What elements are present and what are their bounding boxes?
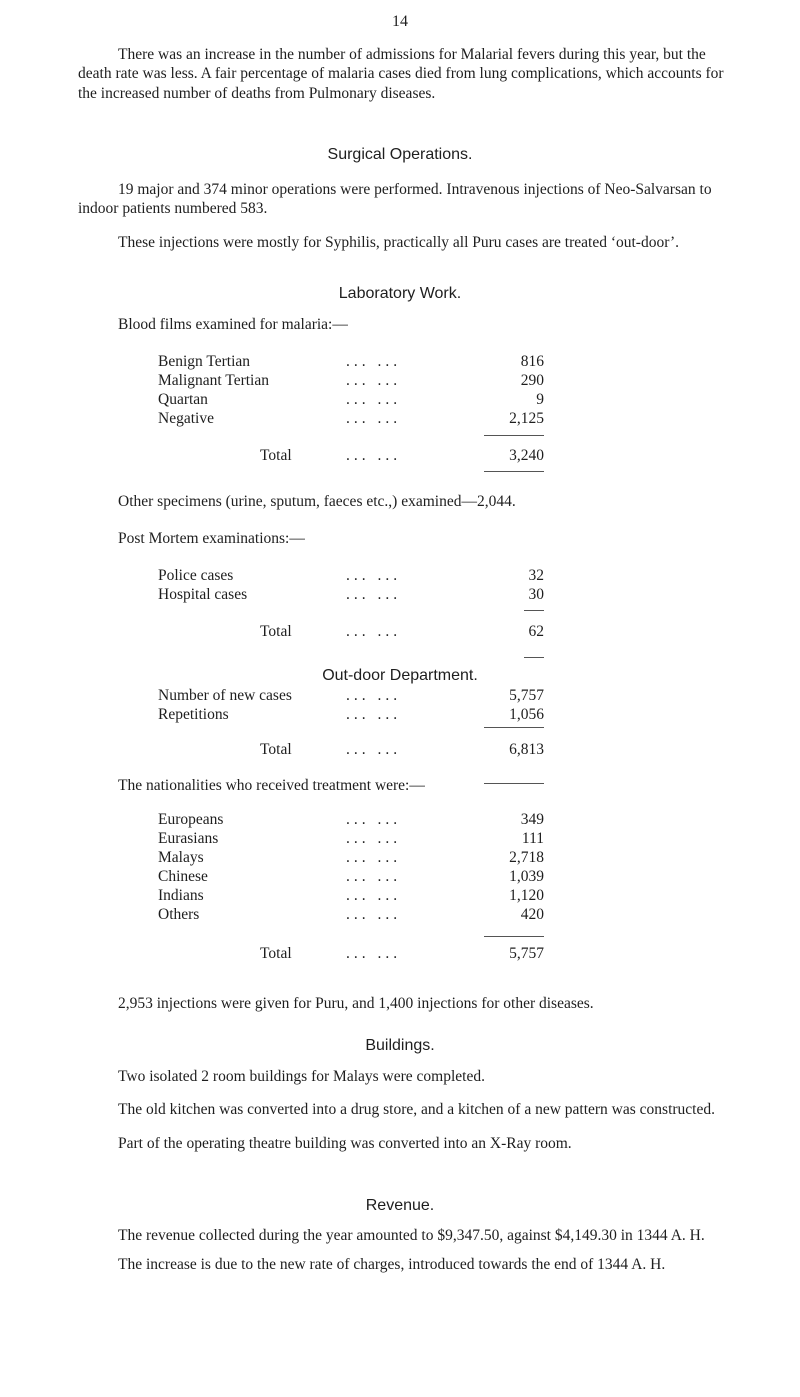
outdoor-total-row (158, 740, 544, 759)
row-label: Hospital cases (158, 586, 248, 603)
row-label: Others (158, 906, 200, 923)
row-leader: ... ... (346, 830, 402, 847)
row-leader: ... ... (346, 353, 402, 370)
row-label: Number of new cases (158, 687, 292, 704)
row-label: Eurasians (158, 830, 219, 847)
row-value: 816 (520, 353, 544, 370)
row-leader: ... ... (346, 567, 402, 584)
pm-total-rule (524, 610, 544, 611)
surgical-paragraph-1: 19 major and 374 minor operations were performed. Intravenous injections of Neo-Salvarsan to indoor patients numbered 583. (78, 181, 712, 218)
nationalities-intro: The nationalities who received treatment were:— (118, 777, 425, 794)
row-leader: ... ... (346, 849, 402, 866)
table-row (158, 905, 544, 924)
table-row (158, 566, 544, 585)
row-label: Indians (158, 887, 204, 904)
total-leader: ... ... (346, 741, 402, 758)
intro-paragraph (78, 45, 740, 103)
post-mortem-table (158, 566, 544, 604)
row-value: 2,125 (509, 410, 544, 427)
pm-total-underline (524, 657, 544, 658)
row-leader: ... ... (346, 410, 402, 427)
buildings-paragraph-3: Part of the operating theatre building was converted into an X-Ray room. (118, 1134, 572, 1152)
row-leader: ... ... (346, 687, 402, 704)
row-value: 9 (536, 391, 544, 408)
blood-total-underline (484, 471, 544, 472)
table-row (158, 705, 544, 724)
total-label: Total (260, 623, 292, 640)
nationalities-table (158, 810, 544, 924)
total-label: Total (260, 945, 292, 962)
row-leader: ... ... (346, 372, 402, 389)
outdoor-table (158, 686, 544, 724)
row-label: Chinese (158, 868, 208, 885)
revenue-heading: Revenue. (365, 1197, 435, 1214)
outdoor-total-underline (484, 783, 544, 784)
row-value: 111 (521, 830, 544, 847)
row-value: 420 (520, 906, 544, 923)
total-value: 3,240 (509, 447, 544, 464)
total-leader: ... ... (346, 623, 402, 640)
row-leader: ... ... (346, 706, 402, 723)
row-leader: ... ... (346, 887, 402, 904)
table-row (158, 829, 544, 848)
row-value: 1,039 (509, 868, 544, 885)
row-value: 349 (520, 811, 544, 828)
row-leader: ... ... (346, 811, 402, 828)
nationalities-total-rule (484, 936, 544, 937)
row-leader: ... ... (346, 906, 402, 923)
blood-total-row (158, 446, 544, 465)
blood-total-rule (484, 435, 544, 436)
row-label: Police cases (158, 567, 234, 584)
row-leader: ... ... (346, 868, 402, 885)
row-value: 290 (520, 372, 544, 389)
row-label: Benign Tertian (158, 353, 251, 370)
table-row (158, 867, 544, 886)
table-row (158, 585, 544, 604)
total-leader: ... ... (346, 447, 402, 464)
total-value: 5,757 (509, 945, 544, 962)
page-number: 14 (392, 13, 408, 30)
intro-text: There was an increase in the number of admissions for Malarial fevers during this year, but the death rate was less. A fair percentage of malaria cases died from lung complications, which accounts for the increased number of deaths from Pulmonary diseases. (78, 46, 724, 102)
table-row (158, 810, 544, 829)
row-label: Europeans (158, 811, 224, 828)
row-value: 1,120 (509, 887, 544, 904)
revenue-section (78, 1226, 740, 1275)
buildings-paragraph-2: The old kitchen was converted into a drug store, and a kitchen of a new pattern was constructed. (118, 1101, 715, 1119)
row-label: Malignant Tertian (158, 372, 269, 389)
row-value: 1,056 (509, 706, 544, 723)
table-row (158, 848, 544, 867)
nationalities-total-row (158, 944, 544, 963)
blood-films-intro: Blood films examined for malaria:— (118, 316, 348, 333)
row-value: 32 (528, 567, 544, 584)
total-leader: ... ... (346, 945, 402, 962)
table-row (158, 686, 544, 705)
laboratory-heading: Laboratory Work. (338, 285, 462, 302)
table-row (158, 886, 544, 905)
row-value: 2,718 (509, 849, 544, 866)
row-label: Malays (158, 849, 204, 866)
row-value: 5,757 (509, 687, 544, 704)
other-specimens: Other specimens (urine, sputum, faeces etc.,) examined—2,044. (118, 493, 516, 510)
table-row (158, 352, 544, 371)
table-row (158, 390, 544, 409)
buildings-paragraph-1: Two isolated 2 room buildings for Malays were completed. (118, 1068, 485, 1085)
total-value: 6,813 (509, 741, 544, 758)
pm-total-row (158, 622, 544, 641)
row-label: Negative (158, 410, 214, 427)
row-leader: ... ... (346, 391, 402, 408)
total-label: Total (260, 741, 292, 758)
outdoor-total-rule (484, 727, 544, 728)
injections-line: 2,953 injections were given for Puru, and 1,400 injections for other diseases. (118, 995, 594, 1012)
outdoor-heading: Out-door Department. (322, 667, 478, 684)
surgical-section (78, 180, 740, 252)
blood-films-table (158, 352, 544, 428)
table-row (158, 371, 544, 390)
total-value: 62 (528, 623, 544, 640)
row-label: Quartan (158, 391, 208, 408)
buildings-heading: Buildings. (365, 1037, 435, 1054)
surgical-heading: Surgical Operations. (327, 146, 473, 163)
row-value: 30 (528, 586, 544, 603)
table-row (158, 409, 544, 428)
surgical-paragraph-2: These injections were mostly for Syphilis, practically all Puru cases are treated ‘out-door’. (118, 233, 679, 251)
revenue-paragraph-2: The increase is due to the new rate of charges, introduced towards the end of 1344 A. H. (118, 1256, 666, 1274)
revenue-paragraph-1: The revenue collected during the year amounted to $9,347.50, against $4,149.30 in 1344 A. H. (118, 1227, 705, 1244)
post-mortem-intro: Post Mortem examinations:— (118, 530, 305, 547)
row-label: Repetitions (158, 706, 229, 723)
total-label: Total (260, 447, 292, 464)
buildings-section (78, 1067, 740, 1153)
row-leader: ... ... (346, 586, 402, 603)
